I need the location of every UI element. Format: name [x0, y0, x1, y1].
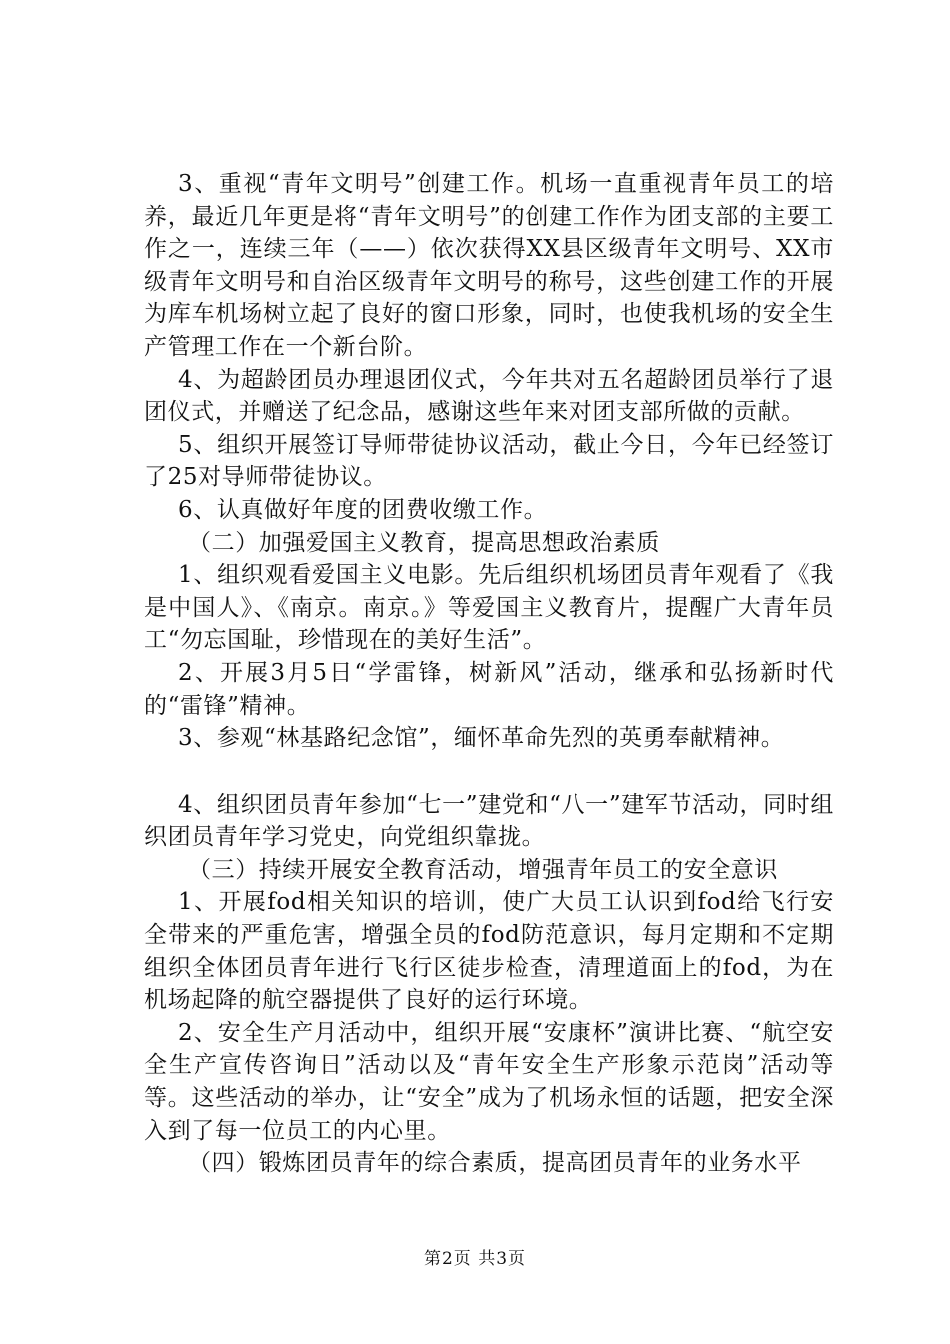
paragraph-item-2-safety-month: 2、安全生产月活动中，组织开展“安康杯”演讲比赛、“航空安全生产宣传咨询日”活动以及“青年安全生产形象示范岗”活动等等。这些活动的举办，让“安全”成为了机场永恒的话题，把安全深入到了每一位员工的内心里。: [144, 1019, 834, 1144]
paragraph-item-3-youth-civilization: 3、重视“青年文明号”创建工作。机场一直重视青年员工的培养，最近几年更是将“青年文明号”的创建工作作为团支部的主要工作之一，连续三年（——）依次获得XX县区级青年文明号、XX市级青年文明号和自治区级青年文明号的称号，这些创建工作的开展为库车机场树立起了良好的窗口形象，同时，也使我机场的安全生产管理工作在一个新台阶。: [144, 171, 834, 360]
paragraph-item-5-mentor-agreement: 5、组织开展签订导师带徒协议活动，截止今日，今年已经签订了25对导师带徒协议。: [144, 431, 834, 491]
paragraph-item-3-memorial-visit: 3、参观“林基路纪念馆”，缅怀革命先烈的英勇奉献精神。: [178, 725, 785, 752]
page-footer: 第2页 共3页: [423, 1249, 527, 1269]
section-heading-2: （二）加强爱国主义教育，提高思想政治素质: [188, 529, 660, 556]
section-heading-4: （四）锻炼团员青年的综合素质，提高团员青年的业务水平: [188, 1150, 802, 1177]
section-heading-3: （三）持续开展安全教育活动，增强青年员工的安全意识: [188, 856, 778, 883]
paragraph-item-4-retire-members: 4、为超龄团员办理退团仪式，今年共对五名超龄团员举行了退团仪式，并赠送了纪念品，感谢这些年来对团支部所做的贡献。: [144, 366, 834, 426]
document-body: [144, 168, 834, 1180]
paragraph-item-4-party-activities: 4、组织团员青年参加“七一”建党和“八一”建军节活动，同时组织团员青年学习党史，向党组织靠拢。: [144, 791, 834, 851]
blank-line: [144, 755, 834, 789]
paragraph-item-1-fod-training: 1、开展fod相关知识的培训，使广大员工认识到fod给飞行安全带来的严重危害，增强全员的fod防范意识，每月定期和不定期组织全体团员青年进行飞行区徒步检查，清理道面上的fod，为在机场起降的航空器提供了良好的运行环境。: [144, 889, 834, 1014]
paragraph-item-1-patriotic-films: 1、组织观看爱国主义电影。先后组织机场团员青年观看了《我是中国人》、《南京。南京。》等爱国主义教育片，提醒广大青年员工“勿忘国耻，珍惜现在的美好生活”。: [144, 562, 834, 654]
paragraph-item-2-lei-feng: 2、开展3月5日“学雷锋，树新风”活动，继承和弘扬新时代的“雷锋”精神。: [144, 659, 834, 719]
paragraph-item-6-membership-fees: 6、认真做好年度的团费收缴工作。: [178, 496, 548, 523]
